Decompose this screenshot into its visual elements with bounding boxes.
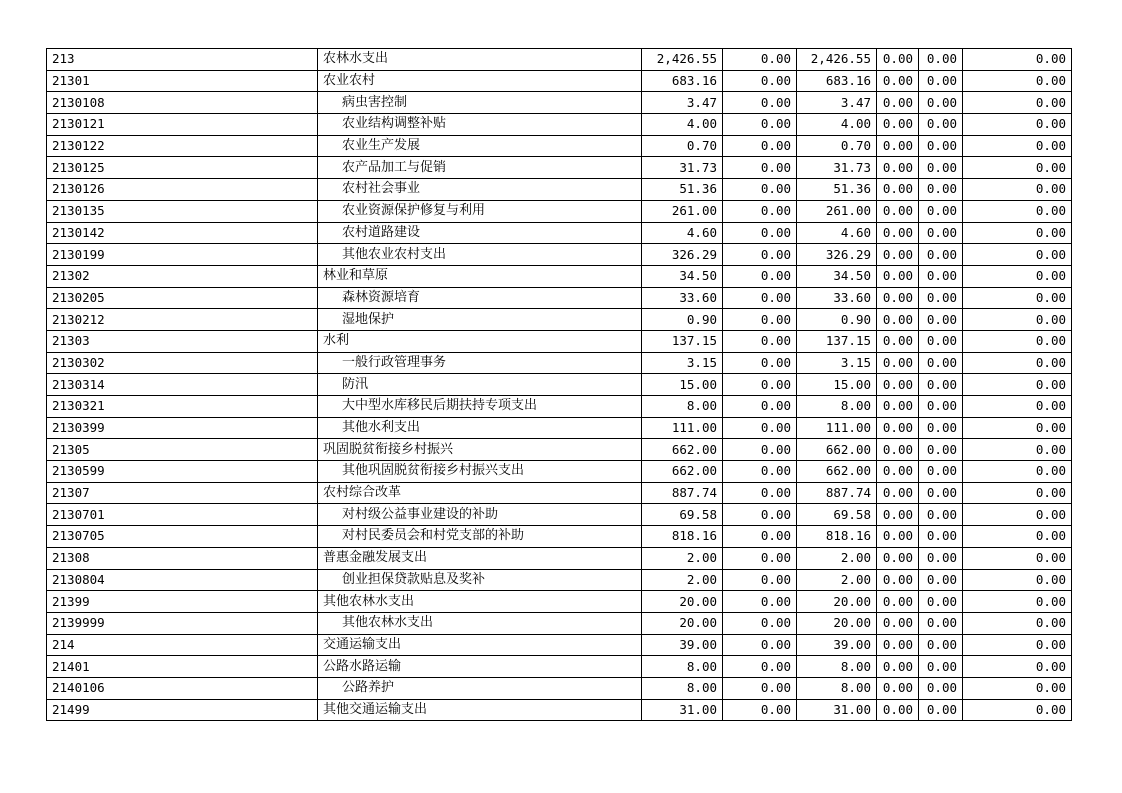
cell-value-3: 20.00 [797, 612, 877, 634]
cell-value-2: 0.00 [723, 461, 797, 483]
cell-value-6: 0.00 [963, 526, 1072, 548]
table-row [47, 92, 1072, 114]
cell-value-1: 111.00 [642, 417, 723, 439]
table-row [47, 591, 1072, 613]
cell-code: 2130135 [47, 200, 318, 222]
cell-value-6: 0.00 [963, 200, 1072, 222]
cell-value-2: 0.00 [723, 135, 797, 157]
cell-value-1: 3.47 [642, 92, 723, 114]
cell-value-1: 326.29 [642, 244, 723, 266]
cell-value-5: 0.00 [919, 70, 963, 92]
cell-value-1: 4.60 [642, 222, 723, 244]
cell-value-3: 0.90 [797, 309, 877, 331]
cell-value-5: 0.00 [919, 222, 963, 244]
cell-value-5: 0.00 [919, 612, 963, 634]
cell-value-3: 2.00 [797, 547, 877, 569]
cell-value-2: 0.00 [723, 374, 797, 396]
cell-value-4: 0.00 [877, 417, 919, 439]
cell-value-6: 0.00 [963, 70, 1072, 92]
cell-item-name: 大中型水库移民后期扶持专项支出 [318, 396, 642, 418]
cell-value-2: 0.00 [723, 265, 797, 287]
cell-value-5: 0.00 [919, 309, 963, 331]
cell-value-3: 887.74 [797, 482, 877, 504]
cell-value-4: 0.00 [877, 547, 919, 569]
cell-value-4: 0.00 [877, 699, 919, 721]
cell-value-1: 39.00 [642, 634, 723, 656]
cell-item-name: 防汛 [318, 374, 642, 396]
table-row [47, 526, 1072, 548]
cell-value-2: 0.00 [723, 396, 797, 418]
cell-value-1: 683.16 [642, 70, 723, 92]
cell-item-name: 林业和草原 [318, 265, 642, 287]
cell-value-1: 887.74 [642, 482, 723, 504]
cell-value-3: 0.70 [797, 135, 877, 157]
cell-value-6: 0.00 [963, 396, 1072, 418]
cell-code: 2139999 [47, 612, 318, 634]
cell-value-4: 0.00 [877, 634, 919, 656]
cell-item-name: 其他农林水支出 [318, 591, 642, 613]
cell-item-name: 其他巩固脱贫衔接乡村振兴支出 [318, 461, 642, 483]
cell-value-6: 0.00 [963, 265, 1072, 287]
table-row [47, 222, 1072, 244]
cell-value-4: 0.00 [877, 439, 919, 461]
cell-value-5: 0.00 [919, 461, 963, 483]
table-row [47, 439, 1072, 461]
cell-value-3: 69.58 [797, 504, 877, 526]
cell-value-4: 0.00 [877, 677, 919, 699]
cell-value-6: 0.00 [963, 309, 1072, 331]
cell-value-2: 0.00 [723, 179, 797, 201]
cell-item-name: 农村道路建设 [318, 222, 642, 244]
cell-value-6: 0.00 [963, 439, 1072, 461]
cell-value-4: 0.00 [877, 287, 919, 309]
cell-value-4: 0.00 [877, 92, 919, 114]
cell-value-4: 0.00 [877, 482, 919, 504]
cell-value-1: 8.00 [642, 656, 723, 678]
cell-item-name: 农林水支出 [318, 49, 642, 71]
cell-code: 21302 [47, 265, 318, 287]
cell-code: 2130302 [47, 352, 318, 374]
cell-code: 21305 [47, 439, 318, 461]
table-row [47, 656, 1072, 678]
table-row [47, 634, 1072, 656]
table-row [47, 244, 1072, 266]
cell-value-2: 0.00 [723, 656, 797, 678]
cell-value-3: 20.00 [797, 591, 877, 613]
cell-value-5: 0.00 [919, 699, 963, 721]
cell-code: 2130142 [47, 222, 318, 244]
cell-value-1: 662.00 [642, 461, 723, 483]
table-row [47, 200, 1072, 222]
budget-table [46, 48, 1072, 721]
table-row [47, 287, 1072, 309]
table-row [47, 179, 1072, 201]
cell-value-6: 0.00 [963, 569, 1072, 591]
cell-code: 2130212 [47, 309, 318, 331]
cell-value-5: 0.00 [919, 244, 963, 266]
cell-value-5: 0.00 [919, 439, 963, 461]
cell-value-1: 4.00 [642, 114, 723, 136]
cell-value-4: 0.00 [877, 461, 919, 483]
cell-value-3: 818.16 [797, 526, 877, 548]
cell-value-4: 0.00 [877, 569, 919, 591]
cell-value-3: 4.00 [797, 114, 877, 136]
cell-value-3: 15.00 [797, 374, 877, 396]
cell-item-name: 农村社会事业 [318, 179, 642, 201]
cell-value-1: 662.00 [642, 439, 723, 461]
cell-value-4: 0.00 [877, 309, 919, 331]
cell-item-name: 公路养护 [318, 677, 642, 699]
table-row [47, 569, 1072, 591]
cell-code: 2130122 [47, 135, 318, 157]
cell-value-3: 34.50 [797, 265, 877, 287]
cell-value-1: 818.16 [642, 526, 723, 548]
cell-value-3: 326.29 [797, 244, 877, 266]
cell-item-name: 其他交通运输支出 [318, 699, 642, 721]
cell-code: 2130199 [47, 244, 318, 266]
table-row [47, 677, 1072, 699]
cell-value-1: 137.15 [642, 330, 723, 352]
cell-value-5: 0.00 [919, 200, 963, 222]
cell-value-2: 0.00 [723, 200, 797, 222]
cell-item-name: 其他农业农村支出 [318, 244, 642, 266]
cell-item-name: 农业农村 [318, 70, 642, 92]
cell-value-6: 0.00 [963, 330, 1072, 352]
table-row [47, 135, 1072, 157]
cell-item-name: 病虫害控制 [318, 92, 642, 114]
cell-value-1: 0.70 [642, 135, 723, 157]
cell-code: 214 [47, 634, 318, 656]
cell-value-5: 0.00 [919, 396, 963, 418]
cell-item-name: 湿地保护 [318, 309, 642, 331]
cell-code: 2130701 [47, 504, 318, 526]
cell-value-4: 0.00 [877, 396, 919, 418]
cell-value-4: 0.00 [877, 222, 919, 244]
cell-item-name: 森林资源培育 [318, 287, 642, 309]
cell-value-2: 0.00 [723, 526, 797, 548]
cell-value-1: 15.00 [642, 374, 723, 396]
cell-value-4: 0.00 [877, 200, 919, 222]
cell-value-3: 4.60 [797, 222, 877, 244]
cell-value-3: 8.00 [797, 396, 877, 418]
cell-value-3: 39.00 [797, 634, 877, 656]
cell-value-3: 33.60 [797, 287, 877, 309]
cell-value-4: 0.00 [877, 526, 919, 548]
table-row [47, 417, 1072, 439]
cell-value-4: 0.00 [877, 352, 919, 374]
cell-code: 2130126 [47, 179, 318, 201]
table-row [47, 114, 1072, 136]
cell-value-5: 0.00 [919, 374, 963, 396]
cell-value-5: 0.00 [919, 114, 963, 136]
cell-value-5: 0.00 [919, 287, 963, 309]
cell-value-5: 0.00 [919, 49, 963, 71]
table-row [47, 396, 1072, 418]
cell-code: 2130804 [47, 569, 318, 591]
cell-code: 21401 [47, 656, 318, 678]
cell-value-6: 0.00 [963, 92, 1072, 114]
cell-code: 2130705 [47, 526, 318, 548]
cell-value-6: 0.00 [963, 374, 1072, 396]
cell-value-2: 0.00 [723, 49, 797, 71]
cell-value-1: 69.58 [642, 504, 723, 526]
cell-value-3: 3.47 [797, 92, 877, 114]
cell-value-2: 0.00 [723, 244, 797, 266]
cell-value-6: 0.00 [963, 179, 1072, 201]
cell-value-1: 51.36 [642, 179, 723, 201]
table-row [47, 374, 1072, 396]
table-row [47, 309, 1072, 331]
cell-value-2: 0.00 [723, 699, 797, 721]
cell-value-4: 0.00 [877, 70, 919, 92]
cell-code: 21499 [47, 699, 318, 721]
cell-value-6: 0.00 [963, 634, 1072, 656]
cell-value-5: 0.00 [919, 656, 963, 678]
cell-value-1: 20.00 [642, 612, 723, 634]
cell-item-name: 对村民委员会和村党支部的补助 [318, 526, 642, 548]
cell-code: 2130321 [47, 396, 318, 418]
table-row [47, 504, 1072, 526]
cell-value-6: 0.00 [963, 482, 1072, 504]
cell-value-4: 0.00 [877, 114, 919, 136]
cell-value-6: 0.00 [963, 157, 1072, 179]
cell-code: 2130125 [47, 157, 318, 179]
cell-value-3: 137.15 [797, 330, 877, 352]
cell-value-1: 31.73 [642, 157, 723, 179]
cell-value-1: 34.50 [642, 265, 723, 287]
cell-value-6: 0.00 [963, 461, 1072, 483]
table-row [47, 482, 1072, 504]
cell-value-4: 0.00 [877, 612, 919, 634]
cell-value-1: 3.15 [642, 352, 723, 374]
cell-value-3: 8.00 [797, 677, 877, 699]
cell-item-name: 普惠金融发展支出 [318, 547, 642, 569]
cell-value-5: 0.00 [919, 265, 963, 287]
cell-value-2: 0.00 [723, 677, 797, 699]
cell-value-6: 0.00 [963, 699, 1072, 721]
cell-value-5: 0.00 [919, 677, 963, 699]
cell-value-5: 0.00 [919, 526, 963, 548]
table-row [47, 547, 1072, 569]
cell-value-6: 0.00 [963, 656, 1072, 678]
cell-value-4: 0.00 [877, 656, 919, 678]
cell-value-5: 0.00 [919, 569, 963, 591]
cell-value-1: 20.00 [642, 591, 723, 613]
cell-code: 2130121 [47, 114, 318, 136]
cell-item-name: 公路水路运输 [318, 656, 642, 678]
cell-value-6: 0.00 [963, 114, 1072, 136]
cell-code: 2130599 [47, 461, 318, 483]
table-row [47, 330, 1072, 352]
table-row [47, 352, 1072, 374]
cell-value-1: 261.00 [642, 200, 723, 222]
table-row [47, 49, 1072, 71]
cell-value-4: 0.00 [877, 504, 919, 526]
cell-item-name: 巩固脱贫衔接乡村振兴 [318, 439, 642, 461]
cell-item-name: 其他水利支出 [318, 417, 642, 439]
cell-value-3: 3.15 [797, 352, 877, 374]
table-row [47, 612, 1072, 634]
cell-value-3: 662.00 [797, 461, 877, 483]
cell-item-name: 农业结构调整补贴 [318, 114, 642, 136]
cell-item-name: 农业资源保护修复与利用 [318, 200, 642, 222]
cell-code: 21308 [47, 547, 318, 569]
cell-value-2: 0.00 [723, 114, 797, 136]
cell-value-5: 0.00 [919, 634, 963, 656]
cell-value-2: 0.00 [723, 504, 797, 526]
cell-code: 21303 [47, 330, 318, 352]
cell-code: 2140106 [47, 677, 318, 699]
cell-item-name: 交通运输支出 [318, 634, 642, 656]
cell-value-2: 0.00 [723, 330, 797, 352]
cell-item-name: 农业生产发展 [318, 135, 642, 157]
cell-code: 2130399 [47, 417, 318, 439]
cell-value-6: 0.00 [963, 244, 1072, 266]
cell-item-name: 创业担保贷款贴息及奖补 [318, 569, 642, 591]
cell-value-1: 33.60 [642, 287, 723, 309]
cell-value-5: 0.00 [919, 504, 963, 526]
cell-value-6: 0.00 [963, 417, 1072, 439]
cell-value-3: 261.00 [797, 200, 877, 222]
table-row [47, 265, 1072, 287]
cell-value-3: 31.00 [797, 699, 877, 721]
cell-value-1: 8.00 [642, 677, 723, 699]
cell-value-5: 0.00 [919, 179, 963, 201]
cell-value-5: 0.00 [919, 547, 963, 569]
cell-value-2: 0.00 [723, 591, 797, 613]
cell-value-6: 0.00 [963, 612, 1072, 634]
cell-value-4: 0.00 [877, 157, 919, 179]
cell-value-4: 0.00 [877, 244, 919, 266]
cell-code: 21301 [47, 70, 318, 92]
cell-value-2: 0.00 [723, 70, 797, 92]
cell-value-2: 0.00 [723, 92, 797, 114]
cell-value-2: 0.00 [723, 309, 797, 331]
cell-code: 21399 [47, 591, 318, 613]
cell-value-4: 0.00 [877, 135, 919, 157]
cell-value-1: 31.00 [642, 699, 723, 721]
cell-code: 2130205 [47, 287, 318, 309]
cell-value-4: 0.00 [877, 179, 919, 201]
cell-value-6: 0.00 [963, 287, 1072, 309]
cell-value-6: 0.00 [963, 49, 1072, 71]
cell-value-6: 0.00 [963, 677, 1072, 699]
cell-value-1: 2,426.55 [642, 49, 723, 71]
cell-item-name: 农产品加工与促销 [318, 157, 642, 179]
cell-value-3: 2.00 [797, 569, 877, 591]
cell-value-3: 683.16 [797, 70, 877, 92]
cell-value-5: 0.00 [919, 352, 963, 374]
cell-item-name: 农村综合改革 [318, 482, 642, 504]
cell-value-2: 0.00 [723, 222, 797, 244]
cell-value-1: 2.00 [642, 547, 723, 569]
cell-value-1: 0.90 [642, 309, 723, 331]
cell-value-6: 0.00 [963, 547, 1072, 569]
cell-value-5: 0.00 [919, 135, 963, 157]
cell-value-3: 51.36 [797, 179, 877, 201]
cell-value-5: 0.00 [919, 482, 963, 504]
cell-code: 2130108 [47, 92, 318, 114]
cell-value-2: 0.00 [723, 352, 797, 374]
cell-value-3: 8.00 [797, 656, 877, 678]
cell-item-name: 水利 [318, 330, 642, 352]
cell-value-4: 0.00 [877, 374, 919, 396]
cell-value-3: 31.73 [797, 157, 877, 179]
cell-item-name: 一般行政管理事务 [318, 352, 642, 374]
table-row [47, 699, 1072, 721]
cell-value-4: 0.00 [877, 265, 919, 287]
cell-value-4: 0.00 [877, 591, 919, 613]
cell-value-2: 0.00 [723, 417, 797, 439]
cell-value-2: 0.00 [723, 547, 797, 569]
cell-value-6: 0.00 [963, 591, 1072, 613]
cell-value-2: 0.00 [723, 569, 797, 591]
cell-code: 21307 [47, 482, 318, 504]
cell-value-2: 0.00 [723, 634, 797, 656]
cell-value-6: 0.00 [963, 135, 1072, 157]
cell-value-6: 0.00 [963, 222, 1072, 244]
cell-value-2: 0.00 [723, 439, 797, 461]
cell-value-1: 8.00 [642, 396, 723, 418]
cell-value-3: 111.00 [797, 417, 877, 439]
table-row [47, 461, 1072, 483]
cell-value-6: 0.00 [963, 352, 1072, 374]
cell-value-1: 2.00 [642, 569, 723, 591]
cell-code: 2130314 [47, 374, 318, 396]
cell-value-5: 0.00 [919, 330, 963, 352]
table-row [47, 70, 1072, 92]
cell-value-2: 0.00 [723, 157, 797, 179]
cell-value-2: 0.00 [723, 482, 797, 504]
cell-value-3: 2,426.55 [797, 49, 877, 71]
cell-value-6: 0.00 [963, 504, 1072, 526]
cell-value-3: 662.00 [797, 439, 877, 461]
cell-item-name: 其他农林水支出 [318, 612, 642, 634]
cell-value-2: 0.00 [723, 612, 797, 634]
cell-value-4: 0.00 [877, 49, 919, 71]
cell-value-4: 0.00 [877, 330, 919, 352]
cell-code: 213 [47, 49, 318, 71]
cell-value-5: 0.00 [919, 417, 963, 439]
cell-item-name: 对村级公益事业建设的补助 [318, 504, 642, 526]
table-row [47, 157, 1072, 179]
cell-value-2: 0.00 [723, 287, 797, 309]
cell-value-5: 0.00 [919, 157, 963, 179]
cell-value-5: 0.00 [919, 591, 963, 613]
cell-value-5: 0.00 [919, 92, 963, 114]
